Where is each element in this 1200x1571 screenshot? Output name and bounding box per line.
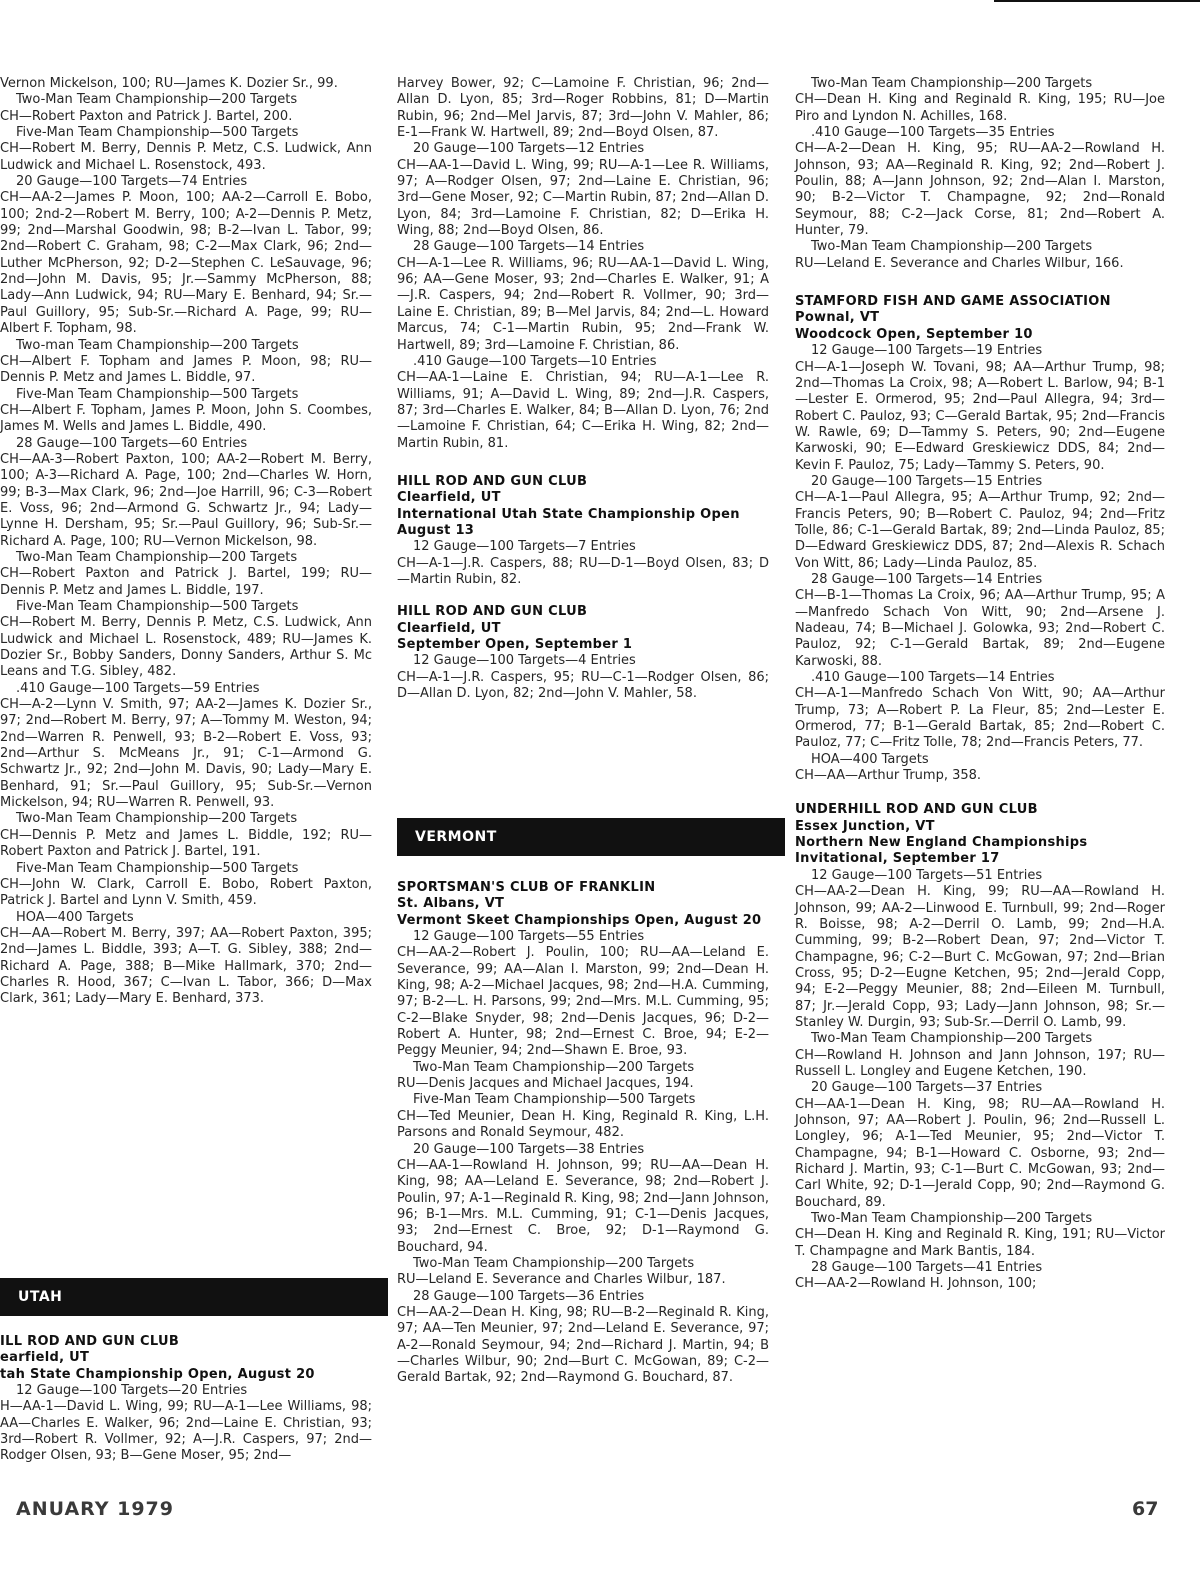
paragraph: H—AA-1—David L. Wing, 99; RU—A-1—Lee Williams, 98; AA—Charles E. Walker, 96; 2nd—Laine E. Christian, 93; 3rd—Robert R. Vollmer, 92; A—J.R. Caspers, 97; 2nd—Rodger Olsen, 93; B—Gene Moser, 95; 2nd— [0,1399,372,1464]
event-title: September Open, September 1 [397,637,633,652]
event-heading: 20 Gauge—100 Targets—74 Entries [16,174,248,190]
event-heading: Two-Man Team Championship—200 Targets [16,92,298,108]
paragraph: CH—AA-2—Rowland H. Johnson, 100; [795,1276,1037,1292]
club-name: STAMFORD FISH AND GAME ASSOCIATION [795,294,1111,310]
paragraph: CH—Ted Meunier, Dean H. King, Reginald R. King, L.H. Parsons and Ronald Seymour, 482. [397,1108,769,1141]
event-heading: 28 Gauge—100 Targets—14 Entries [413,239,645,255]
paragraph: CH—Robert M. Berry, Dennis P. Metz, C.S. Ludwick, Ann Ludwick and Michael L. Rosenstock, 489; RU—James K. Dozier Sr., Bobby Sanders, Donny Sanders, Arthur S. Mc Leans and T.G. Sibley, 482. [0,615,372,680]
event-title: International Utah State Championship Open August 13 [397,506,740,538]
section-bar-vermont: VERMONT [397,818,785,856]
paragraph: CH—A-1—Lee R. Williams, 96; RU—AA-1—David L. Wing, 96; AA—Gene Moser, 93; 2nd—Charles E. Walker, 91; A—J.R. Caspers, 94; 2nd—Robert R. Vollmer, 90; 3rd—Laine E. Christian, 89; B—Mel Jarvis, 84; 2nd—L. Howard Marcus, 74; C-1—Martin Rubin, 95; 2nd—Frank W. Hartwell, 89; 3rd—Lamoine F. Christian, 86. [397,255,769,353]
event-heading: Two-Man Team Championship—200 Targets [413,1059,695,1075]
paragraph: Vernon Mickelson, 100; RU—James K. Dozier Sr., 99. [0,76,338,91]
event-heading: 12 Gauge—100 Targets—4 Entries [413,653,636,669]
paragraph: CH—AA-1—Dean H. King, 98; RU—AA—Rowland H. Johnson, 97; AA—Robert J. Poulin, 96; 2nd—Russell L. Longley, 96; A-1—Ted Meunier, 95; 2nd—Victor T. Champagne, 94; B-1—Howard C. Osborne, 93; 2nd—Richard J. Martin, 93; C-1—Burt C. McGowan, 93; 2nd—Carl White, 92; D-1—Jerald Copp, 90; 2nd—Raymond G. Bouchard, 89. [795,1096,1165,1210]
event-heading: HOA—400 Targets [16,909,134,925]
column-middle [397,76,769,702]
event-heading: Five-Man Team Championship—500 Targets [413,1092,696,1108]
paragraph: CH—Robert M. Berry, Dennis P. Metz, C.S. Ludwick, Ann Ludwick and Michael L. Rosenstock, 493. [0,141,372,173]
paragraph: CH—A-1—Joseph W. Tovani, 98; AA—Arthur Trump, 98; 2nd—Thomas La Croix, 98; A—Robert L. Barlow, 94; B-1—Lester E. Ormerod, 95; 2nd—Paul Allegra, 94; 3rd—Robert C. Pauloz, 93; C—Gerald Bartak, 95; 2nd—Francis W. Rawle, 69; D—Tammy S. Peters, 90; 2nd—Eugene Karwoski, 90; E—Edward Greskiewicz DDS, 84; 2nd—Kevin F. Pauloz, 75; Lady—Tammy S. Peters, 90. [795,359,1165,473]
club-name: HILL ROD AND GUN CLUB [397,473,588,489]
paragraph: CH—AA-1—Laine E. Christian, 94; RU—A-1—Lee R. Williams, 91; A—David L. Wing, 89; 2nd—J.R. Caspers, 87; 3rd—Charles E. Walker, 84; B—Allan D. Lyon, 76; 2nd—Lamoine F. Christian, 64; C—Erika H. Wing, 82; 2nd—Martin Rubin, 81. [397,370,769,451]
event-heading: 20 Gauge—100 Targets—12 Entries [413,141,645,157]
paragraph: CH—Albert F. Topham, James P. Moon, John S. Coombes, James M. Wells and James L. Biddle, 490. [0,402,372,435]
paragraph: CH—AA-2—Robert J. Poulin, 100; RU—AA—Leland E. Severance, 99; AA—Alan I. Marston, 99; 2nd—Dean H. King, 98; A-2—Michael Jacques, 98; 2nd—H.A. Cumming, 97; B-2—L. H. Parsons, 99; 2nd—Mrs. M.L. Cumming, 95; C-2—Blake Snyder, 98; 2nd—Denis Jacques, 96; D-2—Robert A. Hunter, 98; 2nd—Ernest C. Broe, 94; E-2—Peggy Meunier, 94; 2nd—Shawn E. Broe, 93. [397,945,769,1059]
event-heading: 12 Gauge—100 Targets—20 Entries [16,1383,248,1399]
paragraph: CH—John W. Clark, Carroll E. Bobo, Robert Paxton, Patrick J. Bartel and Lynn V. Smith, 459. [0,876,372,909]
column-right [795,76,1165,1293]
paragraph: CH—AA-2—Dean H. King, 98; RU—B-2—Reginald R. King, 97; AA—Ten Meunier, 97; 2nd—Leland E. Severance, 97; A-2—Ronald Seymour, 94; 2nd—Richard J. Martin, 94; B—Charles Wilbur, 90; 2nd—Burt C. McGowan, 89; C-2—Gerald Bartak, 92; 2nd—Raymond G. Bouchard, 87. [397,1304,769,1386]
event-heading: 12 Gauge—100 Targets—7 Entries [413,539,636,555]
club-location: Essex Junction, VT [795,818,935,834]
column-left [0,76,372,1008]
event-heading: 20 Gauge—100 Targets—37 Entries [811,1080,1043,1096]
event-heading: Two-Man Team Championship—200 Targets [811,1031,1093,1047]
paragraph: CH—AA-2—Dean H. King, 99; RU—AA—Rowland H. Johnson, 99; AA-2—Linwood E. Turnbull, 99; 2nd—Roger R. Boisse, 98; A-2—Derril O. Lamb, 99; 2nd—H.A. Cumming, 99; B-2—Robert Dean, 97; 2nd—Victor T. Champagne, 96; C-2—Burt C. McGowan, 97; 2nd—Brian Cross, 95; D-2—Eugne Ketchen, 95; 2nd—Jerald Copp, 94; E-2—Peggy Meunier, 88; 2nd—Eileen M. Turnbull, 87; Jr.—Jerald Copp, 93; Lady—Jann Johnson, 98; Sr.—Stanley W. Durgin, 93; Sub-Sr.—Derril O. Lamb, 99. [795,884,1165,1030]
paragraph: CH—AA-1—David L. Wing, 99; RU—A-1—Lee R. Williams, 97; A—Rodger Olsen, 97; 2nd—Laine E. Christian, 96; 3rd—Gene Moser, 92; C—Martin Rubin, 87; 2nd—Allan D. Lyon, 84; 3rd—Lamoine F. Christian, 82; D—Erika H. Wing, 88; 2nd—Boyd Olsen, 86. [397,157,769,239]
event-heading: 12 Gauge—100 Targets—51 Entries [811,867,1043,883]
event-heading: 12 Gauge—100 Targets—55 Entries [413,929,645,945]
section-bar-utah: UTAH [0,1278,388,1316]
event-heading: 28 Gauge—100 Targets—14 Entries [811,571,1043,587]
event-heading: .410 Gauge—100 Targets—14 Entries [811,670,1055,686]
franklin-section [397,880,769,1387]
paragraph: CH—AA-1—Rowland H. Johnson, 99; RU—AA—Dean H. King, 98; AA—Leland E. Severance, 98; 2nd—Robert J. Poulin, 97; A-1—Reginald R. King, 98; 2nd—Jann Johnson, 96; B-1—Mrs. M.L. Cumming, 91; C-1—Denis Jacques, 93; 2nd—Ernest C. Broe, 92; D-1—Raymond G. Bouchard, 94. [397,1157,769,1255]
paragraph: CH—A-1—Manfredo Schach Von Witt, 90; AA—Arthur Trump, 73; A—Robert P. La Fleur, 85; 2nd—Lester E. Ormerod, 77; B-1—Gerald Bartak, 85; 2nd—Robert C. Pauloz, 77; C—Fritz Tolle, 78; 2nd—Francis Peters, 77. [795,686,1165,751]
paragraph: CH—Dennis P. Metz and James L. Biddle, 192; RU—Robert Paxton and Patrick J. Bartel, 191. [0,827,372,860]
paragraph: CH—A-1—J.R. Caspers, 95; RU—C-1—Rodger Olsen, 86; D—Allan D. Lyon, 82; 2nd—John V. Mahler, 58. [397,669,769,702]
footer-date: ANUARY 1979 [16,1498,174,1520]
event-heading: Two-Man Team Championship—200 Targets [16,549,298,565]
event-heading: .410 Gauge—100 Targets—10 Entries [413,353,657,369]
paragraph: CH—B-1—Thomas La Croix, 96; AA—Arthur Trump, 95; A—Manfredo Schach Von Witt, 90; 2nd—Arsene J. Nadeau, 74; B—Michael J. Golowka, 93; 2nd—Robert C. Pauloz, 92; C-1—Gerald Bartak, 89; 2nd—Eugene Karwoski, 88. [795,588,1165,669]
paragraph: CH—AA—Arthur Trump, 358. [795,768,982,784]
paragraph: CH—A-2—Lynn V. Smith, 97; AA-2—James K. Dozier Sr., 97; 2nd—Robert M. Berry, 97; A—Tommy M. Weston, 94; 2nd—Warren R. Penwell, 93; B-2—Robert E. Voss, 93; 2nd—Arthur S. McMeans Jr., 91; C-1—Armond G. Schwartz Jr., 92; 2nd—John M. Davis, 90; Lady—Mary E. Benhard, 91; Sr.—Paul Guillory, 95; Sub-Sr.—Vernon Mickelson, 94; RU—Warren R. Penwell, 93. [0,697,372,811]
club-name: SPORTSMAN'S CLUB OF FRANKLIN [397,880,656,895]
event-heading: Two-Man Team Championship—200 Targets [811,1211,1093,1227]
club-location: Pownal, VT [795,310,880,326]
club-location: earfield, UT [0,1350,90,1366]
paragraph: CH—AA-3—Robert Paxton, 100; AA-2—Robert M. Berry, 100; A-3—Richard A. Page, 100; 2nd—Charles W. Horn, 99; B-3—Max Clark, 96; 2nd—Joe Harrill, 96; C-3—Robert E. Voss, 96; 2nd—Armond G. Schwartz Jr., 94; Lady—Lynne H. Dersham, 95; Sr.—Paul Guillory, 96; Sub-Sr.—Richard A. Page, 100; RU—Vernon Mickelson, 98. [0,451,372,549]
club-location: Clearfield, UT [397,490,501,506]
paragraph: CH—Dean H. King and Reginald R. King, 191; RU—Victor T. Champagne and Mark Bantis, 184. [795,1227,1165,1259]
event-heading: Five-Man Team Championship—500 Targets [16,125,299,141]
event-heading: Five-Man Team Championship—500 Targets [16,599,299,614]
event-heading: 28 Gauge—100 Targets—41 Entries [811,1260,1043,1276]
event-heading: Two-man Team Championship—200 Targets [16,337,299,353]
event-title: tah State Championship Open, August 20 [0,1366,315,1382]
event-title: Vermont Skeet Championships Open, August 20 [397,912,762,928]
paragraph: CH—AA-2—James P. Moon, 100; AA-2—Carroll E. Bobo, 100; 2nd-2—Robert M. Berry, 100; A-2—Dennis P. Metz, 99; 2nd—Marshal Goodwin, 98; B-2—Ivan L. Tabor, 99; 2nd—Robert C. Graham, 98; C-2—Max Clark, 96; 2nd—Luther McPherson, 92; D-2—Stephen C. LeSauvage, 96; 2nd—John M. Davis, 95; Jr.—Sammy McPherson, 88; Lady—Ann Ludwick, 94; RU—Mary E. Benhard, 94; Sr.—Paul Guillory, 95; Sub-Sr.—Richard A. Page, 99; RU—Albert F. Topham, 98. [0,190,372,337]
paragraph: RU—Denis Jacques and Michael Jacques, 194. [397,1076,694,1092]
club-location: Clearfield, UT [397,620,501,636]
paragraph: CH—Dean H. King and Reginald R. King, 195; RU—Joe Piro and Lyndon N. Achilles, 168. [795,92,1165,124]
event-heading: HOA—400 Targets [811,751,929,767]
paragraph: Harvey Bower, 92; C—Lamoine F. Christian, 96; 2nd—Allan D. Lyon, 85; 3rd—Roger Robbins, 81; D—Martin Rubin, 96; 2nd—Mel Jarvis, 87; 3rd—John V. Mahler, 86; E-1—Frank W. Hartwell, 89; 2nd—Boyd Olsen, 87. [397,76,769,141]
top-rule [994,0,1200,2]
paragraph: CH—A-1—Paul Allegra, 95; A—Arthur Trump, 92; 2nd—Francis Peters, 90; B—Robert C. Pauloz, 94; 2nd—Fritz Tolle, 86; C-1—Gerald Bartak, 89; 2nd—Linda Pauloz, 85; D—Edward Greskiewicz DDS, 87; 2nd—Alexis R. Schach Von Witt, 86; Lady—Linda Pauloz, 85. [795,490,1165,571]
event-heading: 28 Gauge—100 Targets—60 Entries [16,435,248,451]
event-heading: Two-Man Team Championship—200 Targets [811,76,1093,91]
club-name: ILL ROD AND GUN CLUB [0,1334,180,1349]
event-heading: Two-Man Team Championship—200 Targets [413,1255,695,1271]
event-heading: 20 Gauge—100 Targets—38 Entries [413,1141,645,1157]
paragraph: RU—Leland E. Severance and Charles Wilbur, 187. [397,1272,726,1288]
event-heading: 12 Gauge—100 Targets—19 Entries [811,343,1043,359]
paragraph: CH—AA—Robert M. Berry, 397; AA—Robert Paxton, 395; 2nd—James L. Biddle, 393; A—T. G. Sibley, 388; 2nd—Richard A. Page, 388; B—Mike Hallmark, 370; 2nd—Charles R. Hood, 367; C—Ivan L. Tabor, 366; D—Max Clark, 361; Lady—Mary E. Benhard, 373. [0,925,372,1007]
event-heading: Two-Man Team Championship—200 Targets [16,811,298,827]
utah-section [0,1278,372,1465]
paragraph: CH—Robert Paxton and Patrick J. Bartel, 200. [0,108,293,124]
paragraph: RU—Leland E. Severance and Charles Wilbur, 166. [795,255,1124,271]
paragraph: CH—A-1—J.R. Caspers, 88; RU—D-1—Boyd Olsen, 83; D—Martin Rubin, 82. [397,555,769,587]
event-heading: 28 Gauge—100 Targets—36 Entries [413,1288,645,1304]
page-number: 67 [1132,1498,1159,1520]
event-heading: .410 Gauge—100 Targets—59 Entries [16,680,260,696]
event-heading: Five-Man Team Championship—500 Targets [16,386,299,402]
event-heading: 20 Gauge—100 Targets—15 Entries [811,473,1043,489]
paragraph: CH—Robert Paxton and Patrick J. Bartel, 199; RU—Dennis P. Metz and James L. Biddle, 197. [0,566,372,598]
event-heading: .410 Gauge—100 Targets—35 Entries [811,125,1055,141]
club-name: HILL ROD AND GUN CLUB [397,604,588,620]
event-heading: Two-Man Team Championship—200 Targets [811,239,1093,255]
event-heading: Five-Man Team Championship—500 Targets [16,860,299,876]
club-name: UNDERHILL ROD AND GUN CLUB [795,802,1038,818]
event-title: Northern New England Championships Invitational, September 17 [795,835,1088,867]
paragraph: CH—Rowland H. Johnson and Jann Johnson, 197; RU—Russell L. Longley and Eugene Ketchen, 190. [795,1047,1165,1079]
paragraph: CH—Albert F. Topham and James P. Moon, 98; RU—Dennis P. Metz and James L. Biddle, 97. [0,353,372,386]
event-title: Woodcock Open, September 10 [795,326,1033,342]
paragraph: CH—A-2—Dean H. King, 95; RU—AA-2—Rowland H. Johnson, 93; AA—Reginald R. King, 92; 2nd—Robert J. Poulin, 88; A—Jann Johnson, 92; 2nd—Alan I. Marston, 90; B-2—Victor T. Champagne, 92; 2nd—Ronald Seymour, 88; C-2—Jack Corse, 81; 2nd—Robert A. Hunter, 79. [795,141,1165,239]
club-location: St. Albans, VT [397,896,505,912]
